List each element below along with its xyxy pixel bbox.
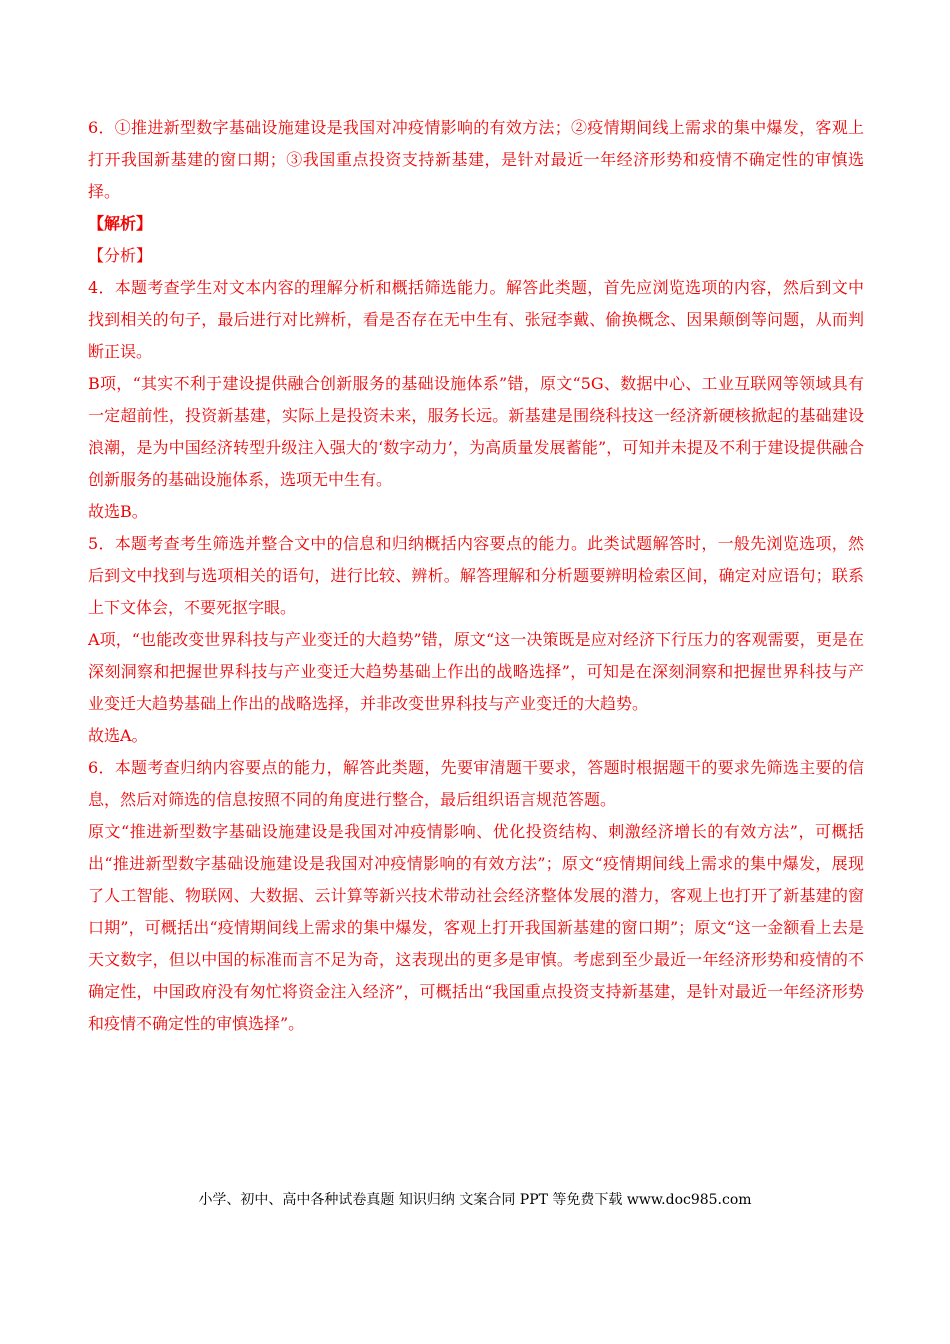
analysis-subheading: 【分析】: [88, 246, 153, 265]
question-5-answer: 故选A。: [88, 726, 148, 745]
answer-content: [88, 112, 864, 1040]
question-5-analysis: 5．本题考查考生筛选并整合文中的信息和归纳概括内容要点的能力。此类试题解答时，一般先浏览选项，然后到文中找到与选项相关的语句，进行比较、辨析。解答理解和分析题要辨明检索区间，确定对应语句；联系上下文体会，不要死抠字眼。: [88, 534, 864, 617]
question-6-analysis: 6．本题考查归纳内容要点的能力，解答此类题，先要审清题干要求，答题时根据题干的要求先筛选主要的信息，然后对筛选的信息按照不同的角度进行整合，最后组织语言规范答题。: [88, 758, 864, 809]
analysis-heading: 【解析】: [88, 214, 153, 233]
question-4-answer: 故选B。: [88, 502, 148, 521]
answer-summary-paragraph: 6．①推进新型数字基础设施建设是我国对冲疫情影响的有效方法；②疫情期间线上需求的集中爆发，客观上打开我国新基建的窗口期；③我国重点投资支持新基建，是针对最近一年经济形势和疫情不确定性的审慎选择。: [88, 118, 864, 201]
option-b-explanation: B项，“其实不利于建设提供融合创新服务的基础设施体系”错，原文“5G、数据中心、工业互联网等领域具有一定超前性，投资新基建，实际上是投资未来，服务长远。新基建是围绕科技这一经济新硬核掀起的基础建设浪潮，是为中国经济转型升级注入强大的‘数字动力’，为高质量发展蓄能”，可知并未提及不利于建设提供融合创新服务的基础设施体系，选项无中生有。: [88, 374, 864, 489]
page-footer: 小学、初中、高中各种试卷真题 知识归纳 文案合同 PPT 等免费下载 www.doc985.com: [198, 1192, 752, 1208]
question-4-analysis: 4．本题考查学生对文本内容的理解分析和概括筛选能力。解答此类题，首先应浏览选项的内容，然后到文中找到相关的句子，最后进行对比辨析，看是否存在无中生有、张冠李戴、偷换概念、因果颠倒等问题，从而判断正误。: [88, 278, 864, 361]
question-6-explanation: 原文“推进新型数字基础设施建设是我国对冲疫情影响、优化投资结构、刺激经济增长的有效方法”，可概括出“推进新型数字基础设施建设是我国对冲疫情影响的有效方法”；原文“疫情期间线上需求的集中爆发，展现了人工智能、物联网、大数据、云计算等新兴技术带动社会经济整体发展的潜力，客观上也打开了新基建的窗口期”，可概括出“疫情期间线上需求的集中爆发，客观上打开我国新基建的窗口期”；原文“这一金额看上去是天文数字，但以中国的标准而言不足为奇，这表现出的更多是审慎。考虑到至少最近一年经济形势和疫情的不确定性，中国政府没有匆忙将资金注入经济”，可概括出“我国重点投资支持新基建，是针对最近一年经济形势和疫情不确定性的审慎选择”。: [88, 822, 864, 1033]
option-a-explanation: A项，“也能改变世界科技与产业变迁的大趋势”错，原文“这一决策既是应对经济下行压力的客观需要，更是在深刻洞察和把握世界科技与产业变迁大趋势基础上作出的战略选择”，可知是在深刻洞察和把握世界科技与产业变迁大趋势基础上作出的战略选择，并非改变世界科技与产业变迁的大趋势。: [88, 630, 864, 713]
